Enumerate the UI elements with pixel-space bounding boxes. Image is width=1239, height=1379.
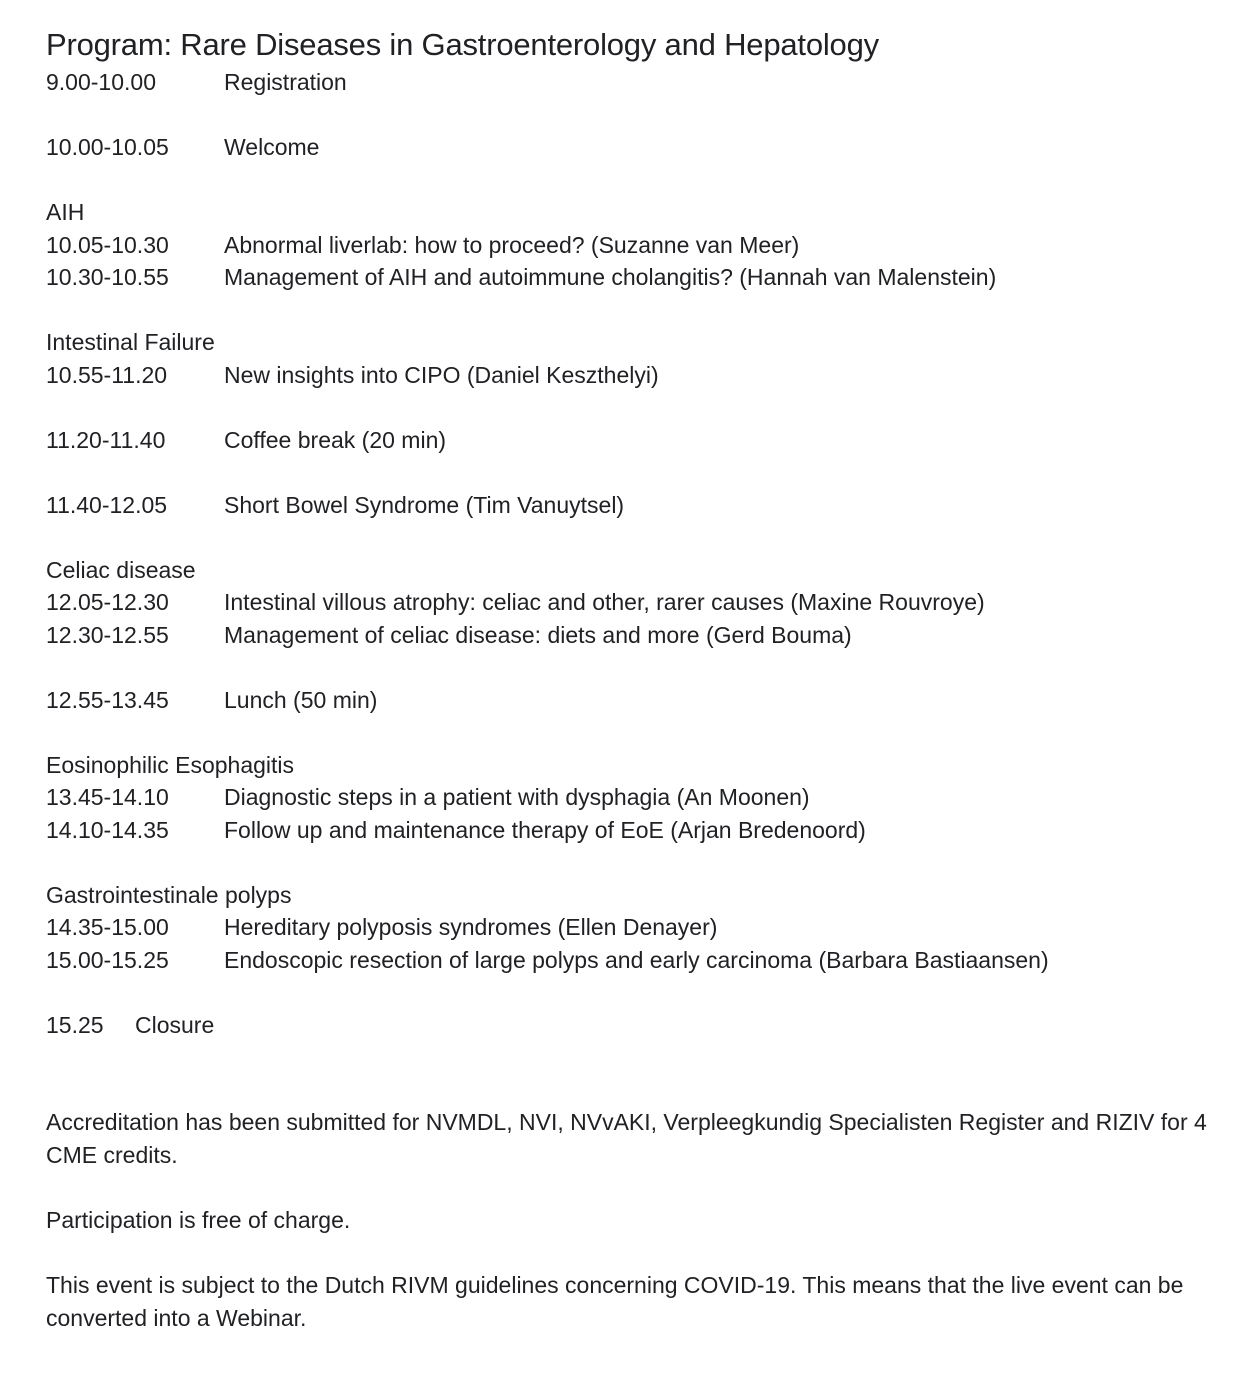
schedule-row [46, 229, 1221, 262]
time-slot: 9.00-10.00 [46, 69, 156, 95]
covid-note: This event is subject to the Dutch RIVM guidelines concerning COVID-19. This means that the live event can be converted into a Webinar. [46, 1272, 1184, 1331]
schedule-row-closure [46, 1009, 1221, 1042]
accreditation-note: Accreditation has been submitted for NVMDL, NVI, NVvAKI, Verpleegkundig Specialisten Register and RIZIV for 4 CME credits. [46, 1109, 1207, 1168]
session-label: Closure [135, 1011, 215, 1038]
time-slot: 15.25 [46, 1011, 104, 1038]
session-label: New insights into CIPO (Daniel Keszthelyi) [224, 361, 659, 388]
time-slot: 10.30-10.55 [46, 264, 169, 290]
time-slot: 14.35-15.00 [46, 914, 169, 940]
schedule-row [46, 261, 1221, 294]
participation-note: Participation is free of charge. [46, 1207, 351, 1233]
time-slot: 10.00-10.05 [46, 134, 169, 160]
schedule-row [46, 944, 1221, 977]
session-label: Intestinal villous atrophy: celiac and other, rarer causes (Maxine Rouvroye) [224, 589, 985, 615]
session-label: Management of celiac disease: diets and more (Gerd Bouma) [224, 621, 852, 648]
session-label: Diagnostic steps in a patient with dysphagia (An Moonen) [224, 784, 810, 810]
time-slot: 10.55-11.20 [46, 361, 168, 388]
section-heading-intestinal-failure: Intestinal Failure [46, 329, 215, 355]
time-slot: 15.00-15.25 [46, 946, 169, 973]
schedule-row-welcome [46, 131, 1221, 164]
session-label: Follow up and maintenance therapy of EoE (Arjan Bredenoord) [224, 816, 866, 843]
session-label: Lunch (50 min) [224, 686, 378, 713]
page-title: Program: Rare Diseases in Gastroenterology and Hepatology [46, 27, 879, 62]
schedule-row [46, 814, 1221, 847]
session-label: Abnormal liverlab: how to proceed? (Suzanne van Meer) [224, 231, 800, 258]
schedule-row-coffee-break [46, 424, 1221, 457]
section-heading-polyps: Gastrointestinale polyps [46, 881, 292, 908]
time-slot: 14.10-14.35 [46, 816, 169, 843]
session-label: Registration [224, 69, 347, 95]
section-heading-aih: AIH [46, 199, 85, 225]
time-slot: 11.20-11.40 [46, 426, 166, 453]
session-label: Endoscopic resection of large polyps and early carcinoma (Barbara Bastiaansen) [224, 946, 1049, 973]
session-label: Short Bowel Syndrome (Tim Vanuytsel) [224, 491, 625, 518]
session-label: Coffee break (20 min) [224, 426, 447, 453]
time-slot: 13.45-14.10 [46, 784, 169, 810]
session-label: Welcome [224, 134, 320, 160]
time-slot: 12.05-12.30 [46, 589, 169, 615]
time-slot: 12.30-12.55 [46, 621, 169, 648]
schedule-row [46, 911, 1221, 944]
schedule-row [46, 359, 1221, 392]
section-heading-celiac: Celiac disease [46, 556, 196, 583]
program-document [46, 24, 1221, 1335]
session-label: Hereditary polyposis syndromes (Ellen Denayer) [224, 914, 718, 940]
time-slot: 12.55-13.45 [46, 686, 169, 713]
schedule-row [46, 586, 1221, 619]
schedule-row [46, 781, 1221, 814]
time-slot: 10.05-10.30 [46, 231, 169, 258]
schedule-row [46, 619, 1221, 652]
schedule-row-registration [46, 66, 1221, 99]
time-slot: 11.40-12.05 [46, 491, 168, 518]
schedule-row-short-bowel [46, 489, 1221, 522]
schedule-row-lunch [46, 684, 1221, 717]
section-heading-eoe: Eosinophilic Esophagitis [46, 751, 295, 778]
session-label: Management of AIH and autoimmune cholangitis? (Hannah van Malenstein) [224, 264, 997, 290]
